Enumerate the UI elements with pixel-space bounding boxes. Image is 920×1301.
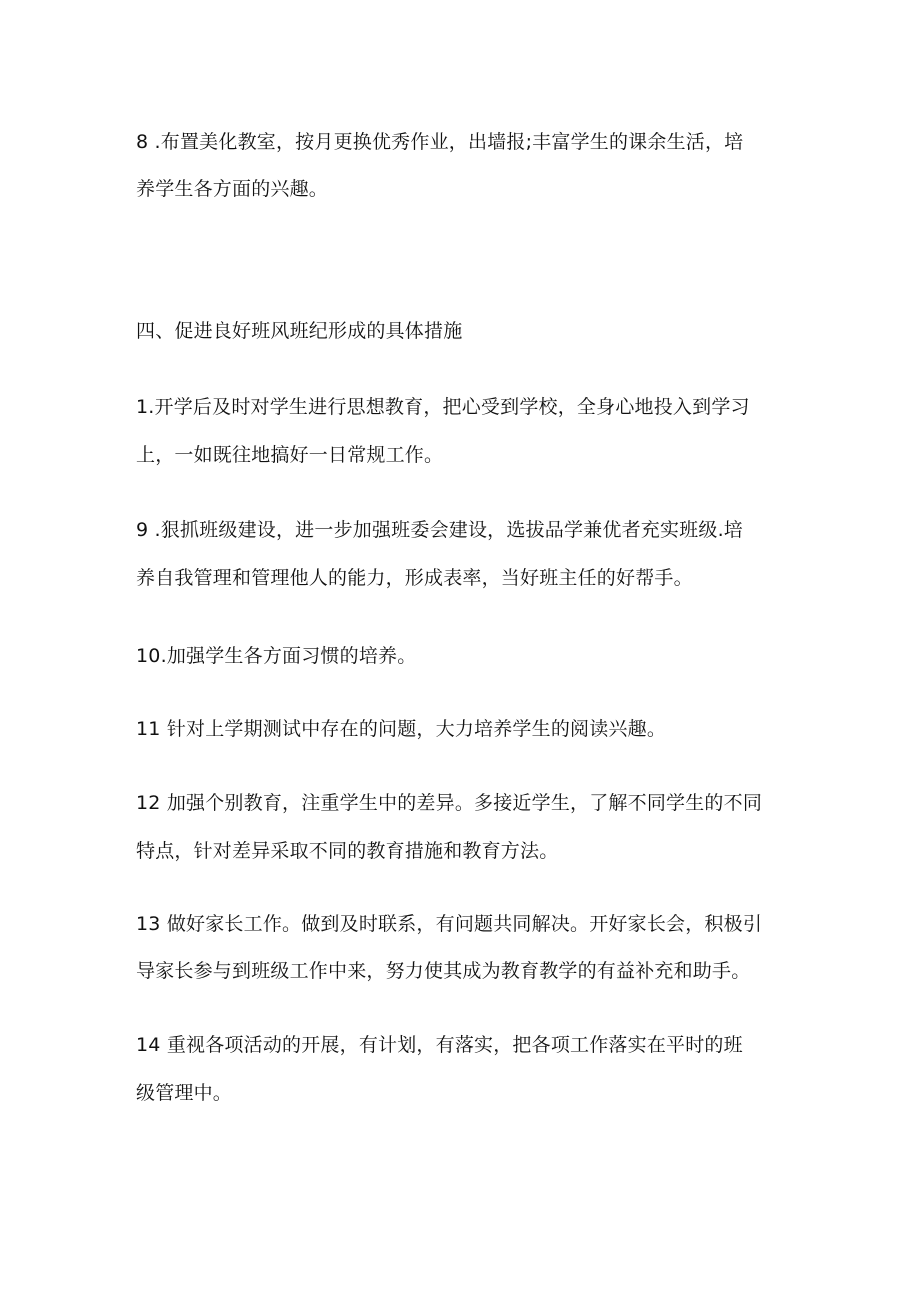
item-1-line-1: 1.开学后及时对学生进行思想教育，把心受到学校，全身心地投入到学习	[136, 396, 750, 418]
item-13-line-2: 导家长参与到班级工作中来，努力使其成为教育教学的有益补充和助手。	[136, 960, 751, 982]
item-14-line-1: 14 重视各项活动的开展，有计划，有落实，把各项工作落实在平时的班	[136, 1034, 743, 1056]
item-12-line-2: 特点，针对差异采取不同的教育措施和教育方法。	[136, 840, 559, 862]
item-8-line-1: 8 .布置美化教室，按月更换优秀作业，出墙报;丰富学生的课余生活，培	[136, 131, 744, 153]
item-14-line-2: 级管理中。	[136, 1082, 233, 1104]
item-10-line-1: 10.加强学生各方面习惯的培养。	[136, 645, 417, 667]
item-12-line-1: 12 加强个别教育，注重学生中的差异。多接近学生，了解不同学生的不同	[136, 792, 763, 814]
item-9-line-2: 养自我管理和管理他人的能力，形成表率，当好班主任的好帮手。	[136, 567, 693, 589]
section-heading: 四、促进良好班风班纪形成的具体措施	[136, 320, 463, 342]
item-13-line-1: 13 做好家长工作。做到及时联系，有问题共同解决。开好家长会，积极引	[136, 913, 763, 935]
item-11-line-1: 11 针对上学期测试中存在的问题，大力培养学生的阅读兴趣。	[136, 718, 667, 740]
item-1-line-2: 上，一如既往地搞好一日常规工作。	[136, 444, 444, 466]
item-9-line-1: 9 .狠抓班级建设，进一步加强班委会建设，选拔品学兼优者充实班级.培	[136, 519, 744, 541]
item-8-line-2: 养学生各方面的兴趣。	[136, 178, 329, 200]
